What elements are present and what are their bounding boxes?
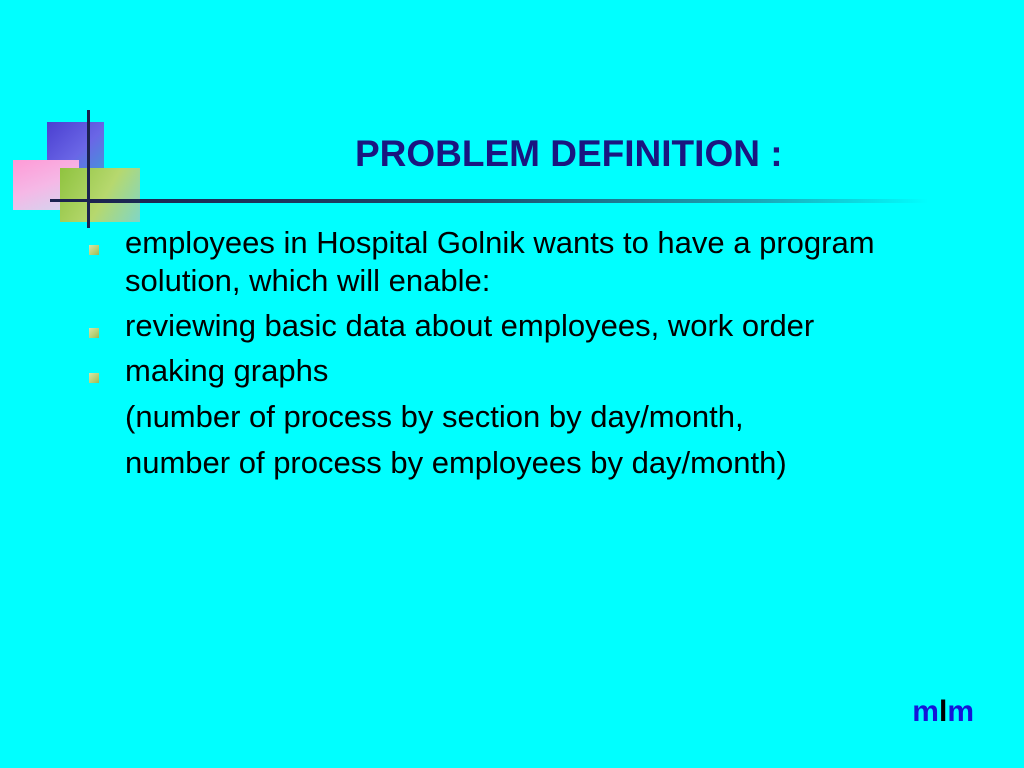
logo-letter: m [947, 695, 974, 728]
bullet-text: reviewing basic data about employees, work order [125, 308, 815, 343]
continuation-line: number of process by employees by day/month) [125, 445, 787, 480]
logo-letter: m [912, 695, 939, 728]
bullet-text: employees in Hospital Golnik wants to have a program solution, which will enable: [125, 225, 875, 298]
slide-title: PROBLEM DEFINITION : [355, 133, 783, 174]
square-bullet-icon [89, 373, 99, 383]
continuation-line: (number of process by section by day/month, [125, 399, 744, 434]
title-underline-rule [88, 199, 928, 203]
short-horizontal-rule-line [50, 199, 90, 202]
bullet-item [86, 307, 986, 345]
square-bullet-icon [89, 245, 99, 255]
square-bullet-icon [89, 328, 99, 338]
bullet-item [86, 224, 986, 300]
green-square-shape [60, 168, 140, 222]
logo-letter: l [938, 695, 948, 728]
bullet-item [86, 352, 986, 390]
slide-body [86, 224, 986, 482]
decorative-squares-graphic [0, 0, 160, 240]
mlm-logo [912, 695, 974, 729]
vertical-rule-line [87, 110, 90, 228]
bullet-text: making graphs [125, 353, 329, 388]
